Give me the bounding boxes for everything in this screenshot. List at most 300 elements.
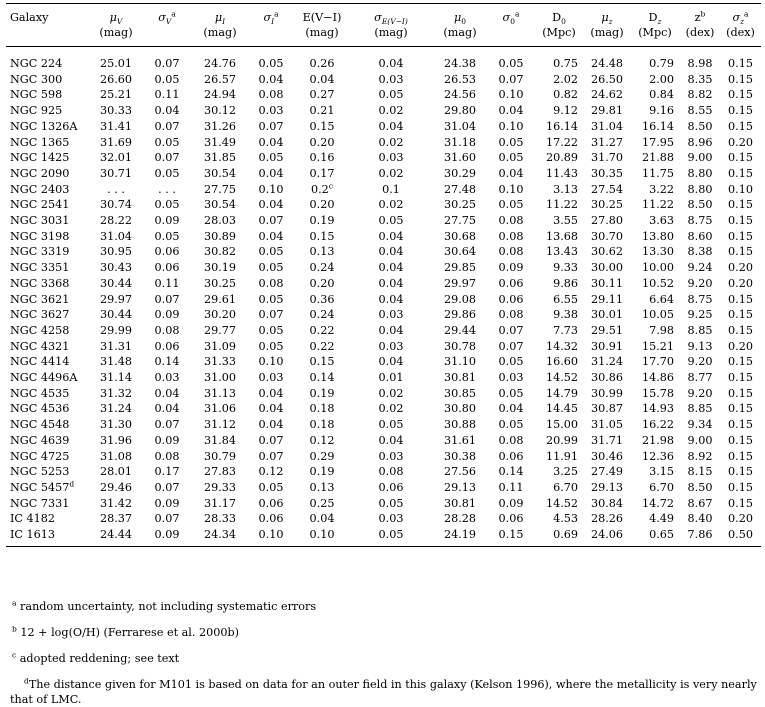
cell-z-value: 9.25 — [687, 308, 713, 322]
cell-galaxy-value: NGC 4639 — [10, 433, 70, 447]
cell-ebv-value: 0.20 — [309, 198, 335, 212]
cell-sigV-value: 0.07 — [154, 292, 180, 306]
cell-sigV — [142, 386, 192, 402]
cell-dz-value: 11.75 — [641, 166, 674, 180]
cell-sigV — [142, 480, 192, 496]
cell-d0 — [534, 56, 584, 72]
cell-d0-value: 9.33 — [553, 261, 578, 275]
cell-sigI — [248, 401, 294, 417]
cell-sigE-value: 0.02 — [378, 166, 404, 180]
cell-muz-value: 30.70 — [590, 229, 624, 243]
cell-muV-value: 31.48 — [99, 355, 133, 369]
cell-sigI — [248, 339, 294, 355]
cell-d0 — [534, 260, 584, 276]
cell-sigE-value: 0.05 — [378, 528, 404, 542]
cell-sig0-value: 0.08 — [498, 433, 524, 447]
cell-dz — [630, 150, 680, 166]
table-row — [6, 150, 761, 166]
cell-muV-value: 30.33 — [99, 104, 133, 118]
cell-mu0-value: 30.85 — [443, 386, 477, 400]
cell-muV — [90, 103, 142, 119]
unit-muz: (mag) — [590, 26, 624, 39]
cell-sigI — [248, 370, 294, 386]
cell-mu0 — [432, 276, 488, 292]
cell-muV-value: 31.42 — [99, 496, 133, 510]
cell-muI — [192, 276, 248, 292]
col-d0 — [534, 4, 584, 25]
cell-mu0-value: 29.97 — [443, 276, 477, 290]
cell-d0-value: 14.52 — [545, 496, 578, 510]
cell-galaxy-value: NGC 300 — [10, 72, 63, 86]
cell-galaxy — [6, 323, 90, 339]
col-dz — [630, 4, 680, 25]
cell-muV — [90, 370, 142, 386]
cell-muz-value: 27.54 — [590, 182, 624, 196]
cell-dz-value: 0.79 — [649, 57, 674, 70]
cell-muz-value: 24.62 — [590, 88, 624, 102]
cell-muV-value: 30.71 — [99, 166, 133, 180]
cell-sigE — [350, 197, 432, 213]
table-row — [6, 386, 761, 402]
cell-sigE — [350, 339, 432, 355]
cell-muI — [192, 166, 248, 182]
cell-galaxy — [6, 119, 90, 135]
cell-d0-value: 0.82 — [553, 88, 578, 102]
cell-dz — [630, 292, 680, 308]
cell-muV-value: 31.08 — [99, 449, 133, 463]
cell-sigI — [248, 197, 294, 213]
cell-sigI-value: 0.08 — [258, 276, 284, 290]
cell-muV — [90, 56, 142, 72]
table-row — [6, 354, 761, 370]
cell-sigI — [248, 150, 294, 166]
cell-muI — [192, 56, 248, 72]
cell-sigV-value: 0.07 — [154, 119, 180, 133]
cell-sig0 — [488, 87, 534, 103]
cell-z-value: 9.20 — [687, 355, 713, 369]
table-row — [6, 401, 761, 417]
cell-muz — [584, 370, 630, 386]
cell-muz-value: 30.00 — [590, 261, 624, 275]
cell-sigz-value: 0.15 — [728, 166, 753, 180]
cell-muV — [90, 72, 142, 88]
cell-dz — [630, 213, 680, 229]
cell-sigE — [350, 464, 432, 480]
cell-muI — [192, 386, 248, 402]
cell-sigV — [142, 244, 192, 260]
cell-sigz — [720, 433, 761, 449]
unit-ebv: (mag) — [305, 26, 339, 39]
cell-d0-value: 20.89 — [545, 151, 578, 165]
cell-mu0 — [432, 496, 488, 512]
cell-galaxy — [6, 197, 90, 213]
cell-sigz — [720, 480, 761, 496]
cell-sigI — [248, 229, 294, 245]
note-b — [12, 626, 239, 640]
cell-sigV-value: 0.05 — [154, 135, 180, 149]
cell-sigV-value: 0.09 — [154, 528, 180, 542]
cell-sigE-value: 0.04 — [378, 433, 404, 447]
cell-dz-value: 3.63 — [649, 214, 674, 228]
cell-sigz-value: 0.15 — [728, 480, 753, 494]
cell-sig0 — [488, 56, 534, 72]
cell-sigE — [350, 103, 432, 119]
cell-d0 — [534, 276, 584, 292]
cell-sigE-value: 0.04 — [378, 119, 404, 133]
cell-muI-value: 28.33 — [203, 512, 237, 526]
cell-z — [680, 449, 720, 465]
cell-muI-value: 27.75 — [203, 182, 237, 196]
cell-sigV — [142, 103, 192, 119]
cell-sigI-value: 0.04 — [258, 386, 284, 400]
cell-d0-value: 3.55 — [553, 214, 578, 228]
unit-sigz: (dex) — [726, 26, 755, 39]
cell-muV — [90, 449, 142, 465]
cell-sigV-value: 0.06 — [154, 339, 180, 353]
cell-sigI-value: 0.05 — [258, 292, 284, 306]
cell-ebv — [294, 339, 350, 355]
cell-mu0 — [432, 150, 488, 166]
cell-sigV — [142, 527, 192, 543]
cell-ebv — [294, 417, 350, 433]
cell-z-value: 8.96 — [687, 135, 713, 149]
cell-sigE-value: 0.03 — [378, 449, 404, 463]
cell-sigE-value: 0.04 — [378, 292, 404, 306]
cell-ebv — [294, 354, 350, 370]
cell-sigI — [248, 244, 294, 260]
cell-sigE-value: 0.04 — [378, 229, 404, 243]
cell-z — [680, 417, 720, 433]
cell-z — [680, 480, 720, 496]
note-d-mark: d — [24, 676, 29, 686]
cell-sig0 — [488, 213, 534, 229]
cell-sigI-value: 0.05 — [258, 151, 284, 165]
cell-dz — [630, 464, 680, 480]
cell-muz — [584, 166, 630, 182]
cell-sigI-value: 0.08 — [258, 88, 284, 102]
cell-d0-value: 3.25 — [553, 465, 578, 479]
distance-table — [6, 3, 761, 547]
unit-dz: (Mpc) — [638, 26, 672, 39]
table-row — [6, 496, 761, 512]
cell-sigz — [720, 135, 761, 151]
cell-sigz — [720, 417, 761, 433]
table-row — [6, 480, 761, 496]
cell-muV — [90, 166, 142, 182]
cell-sigE — [350, 72, 432, 88]
cell-sigz-value: 0.50 — [728, 528, 753, 542]
cell-z-value: 7.86 — [687, 528, 713, 542]
cell-dz — [630, 496, 680, 512]
cell-sigI-value: 0.04 — [258, 402, 284, 416]
cell-sigz-value: 0.20 — [728, 276, 753, 290]
cell-galaxy-value: NGC 4321 — [10, 339, 70, 353]
cell-muz — [584, 386, 630, 402]
cell-sigV — [142, 292, 192, 308]
cell-muz-value: 30.25 — [590, 198, 624, 212]
cell-muV — [90, 323, 142, 339]
cell-sigI — [248, 449, 294, 465]
cell-sigI — [248, 72, 294, 88]
table-row — [6, 464, 761, 480]
cell-muV-value: 25.21 — [99, 88, 133, 102]
cell-sig0 — [488, 307, 534, 323]
cell-mu0 — [432, 103, 488, 119]
cell-z — [680, 496, 720, 512]
cell-z-value: 8.75 — [687, 292, 713, 306]
cell-z — [680, 307, 720, 323]
cell-dz — [630, 449, 680, 465]
cell-sigI — [248, 292, 294, 308]
cell-muz-value: 31.71 — [590, 433, 624, 447]
cell-sigz-value: 0.15 — [728, 449, 753, 463]
table-row — [6, 292, 761, 308]
cell-ebv — [294, 135, 350, 151]
cell-dz — [630, 511, 680, 527]
cell-sigE-value: 0.02 — [378, 104, 404, 118]
cell-sigz-value: 0.15 — [728, 151, 753, 165]
cell-ebv — [294, 449, 350, 465]
cell-galaxy — [6, 56, 90, 72]
cell-sigV-value: 0.05 — [154, 166, 180, 180]
cell-sigI-value: 0.05 — [258, 323, 284, 337]
cell-muz — [584, 135, 630, 151]
cell-sigz-value: 0.15 — [728, 198, 753, 212]
cell-muV-value: 31.96 — [99, 433, 133, 447]
cell-ebv-value: 0.18 — [309, 418, 335, 432]
cell-d0 — [534, 135, 584, 151]
z-symbol: z — [694, 11, 701, 24]
cell-galaxy-value: NGC 2541 — [10, 198, 70, 212]
mu0-symbol: μ — [453, 11, 462, 24]
cell-sigE — [350, 119, 432, 135]
cell-sigV-value: 0.11 — [154, 88, 180, 102]
cell-ebv-value: 0.18 — [309, 402, 335, 416]
cell-sigE — [350, 449, 432, 465]
cell-dz-value: 0.84 — [649, 88, 674, 102]
cell-galaxy-value: NGC 2090 — [10, 166, 70, 180]
cell-muI-value: 30.25 — [203, 276, 237, 290]
cell-ebv — [294, 197, 350, 213]
cell-sigE — [350, 229, 432, 245]
cell-galaxy-value: NGC 3627 — [10, 308, 70, 322]
cell-sigE — [350, 354, 432, 370]
cell-muV — [90, 276, 142, 292]
cell-sig0-value: 0.03 — [498, 371, 524, 385]
cell-muV — [90, 527, 142, 543]
cell-sig0-value: 0.10 — [498, 119, 524, 133]
cell-sig0 — [488, 433, 534, 449]
cell-galaxy — [6, 87, 90, 103]
cell-d0 — [534, 370, 584, 386]
sigi-symbol: σ — [263, 11, 272, 24]
cell-muI — [192, 370, 248, 386]
cell-sigI-value: 0.04 — [258, 72, 284, 86]
cell-d0-value: 20.99 — [545, 433, 578, 447]
cell-dz-value: 12.36 — [641, 449, 674, 463]
cell-muI — [192, 260, 248, 276]
cell-muV-value: 29.46 — [99, 480, 133, 494]
cell-mu0 — [432, 292, 488, 308]
cell-sig0-value: 0.05 — [498, 57, 524, 70]
cell-sigz-value: 0.15 — [728, 371, 753, 385]
cell-muI-value: 31.09 — [203, 339, 237, 353]
cell-sig0-value: 0.10 — [498, 88, 524, 102]
cell-muV-value: . . . — [107, 182, 125, 196]
cell-sigE-value: 0.05 — [378, 496, 404, 510]
cell-muV-value: 31.04 — [99, 229, 133, 243]
cell-muz — [584, 244, 630, 260]
cell-sigz — [720, 119, 761, 135]
cell-galaxy — [6, 401, 90, 417]
cell-sigz-value: 0.20 — [728, 339, 753, 353]
cell-muI-value: 30.19 — [203, 261, 237, 275]
cell-ebv-value: 0.22 — [309, 323, 335, 337]
cell-dz — [630, 72, 680, 88]
cell-sigE-value: 0.02 — [378, 402, 404, 416]
cell-sigE — [350, 527, 432, 543]
sig0-sub: 0 — [510, 17, 515, 27]
cell-muV — [90, 197, 142, 213]
cell-muz-value: 30.99 — [590, 386, 624, 400]
cell-sigE — [350, 307, 432, 323]
cell-sigz-value: 0.15 — [728, 308, 753, 322]
cell-muV — [90, 307, 142, 323]
cell-sigV — [142, 417, 192, 433]
cell-mu0 — [432, 197, 488, 213]
cell-galaxy — [6, 292, 90, 308]
cell-sigV-value: 0.05 — [154, 229, 180, 243]
note-c-mark: c — [12, 650, 17, 660]
cell-dz — [630, 229, 680, 245]
cell-muz — [584, 323, 630, 339]
cell-mu0-value: 31.18 — [443, 135, 477, 149]
unit-sige: (mag) — [374, 26, 408, 39]
cell-muz — [584, 56, 630, 72]
cell-z-value: 8.67 — [687, 496, 713, 510]
cell-z-value: 8.55 — [687, 104, 713, 118]
cell-ebv-value: 0.15 — [309, 229, 335, 243]
cell-muI-value: 24.34 — [203, 528, 237, 542]
cell-galaxy — [6, 354, 90, 370]
cell-mu0-value: 31.04 — [443, 119, 477, 133]
cell-sig0 — [488, 260, 534, 276]
cell-galaxy — [6, 339, 90, 355]
cell-mu0 — [432, 229, 488, 245]
cell-mu0-value: 31.60 — [443, 151, 477, 165]
cell-sig0 — [488, 276, 534, 292]
cell-sigE — [350, 87, 432, 103]
cell-galaxy — [6, 229, 90, 245]
cell-d0-value: 6.70 — [553, 480, 578, 494]
cell-z-value: 8.15 — [687, 465, 713, 479]
cell-ebv — [294, 213, 350, 229]
col-mui — [192, 4, 248, 25]
cell-d0-value: 11.91 — [545, 449, 578, 463]
cell-sigz-value: 0.15 — [728, 88, 753, 102]
cell-ebv — [294, 292, 350, 308]
cell-ebv — [294, 464, 350, 480]
cell-galaxy-value: NGC 5457 — [10, 480, 70, 494]
cell-sigI — [248, 511, 294, 527]
cell-ebv — [294, 527, 350, 543]
cell-ebv — [294, 433, 350, 449]
cell-sig0 — [488, 323, 534, 339]
cell-d0 — [534, 401, 584, 417]
cell-ebv — [294, 496, 350, 512]
cell-dz-value: 11.22 — [641, 198, 674, 212]
cell-mu0 — [432, 527, 488, 543]
cell-ebv — [294, 150, 350, 166]
cell-sigV — [142, 119, 192, 135]
cell-galaxy-value: NGC 925 — [10, 104, 63, 118]
cell-muz-value: 29.11 — [590, 292, 624, 306]
cell-galaxy — [6, 511, 90, 527]
cell-dz-value: 10.05 — [641, 308, 674, 322]
cell-dz — [630, 323, 680, 339]
z-sup: b — [700, 9, 706, 19]
cell-muV — [90, 386, 142, 402]
bottom-rule — [6, 546, 761, 547]
cell-sigE — [350, 496, 432, 512]
cell-ebv — [294, 370, 350, 386]
sigv-symbol: σ — [158, 11, 166, 24]
cell-d0 — [534, 449, 584, 465]
cell-muz-value: 30.86 — [590, 371, 624, 385]
cell-ebv-value: 0.25 — [309, 496, 335, 510]
cell-sigE-value: 0.06 — [378, 480, 404, 494]
cell-galaxy — [6, 276, 90, 292]
cell-sigI-value: 0.03 — [258, 104, 284, 118]
cell-sigV-value: 0.07 — [154, 57, 180, 70]
table-row — [6, 417, 761, 433]
cell-muV-value: 32.01 — [99, 151, 133, 165]
cell-mu0 — [432, 182, 488, 198]
note-a — [12, 600, 316, 614]
cell-galaxy — [6, 307, 90, 323]
cell-mu0 — [432, 260, 488, 276]
cell-dz — [630, 480, 680, 496]
cell-z — [680, 135, 720, 151]
cell-muI-value: 29.77 — [203, 323, 237, 337]
cell-sig0-value: 0.04 — [498, 166, 524, 180]
unit-sigv — [142, 25, 192, 47]
table-row — [6, 511, 761, 527]
unit-sig0 — [488, 25, 534, 47]
cell-mu0-value: 30.25 — [443, 198, 477, 212]
cell-sigE-value: 0.04 — [378, 276, 404, 290]
cell-d0-value: 9.38 — [553, 308, 578, 322]
cell-sigV-value: 0.14 — [154, 355, 180, 369]
col-muz — [584, 4, 630, 25]
cell-sig0-value: 0.09 — [498, 261, 524, 275]
cell-sigV-value: 0.05 — [154, 72, 180, 86]
cell-d0-value: 7.73 — [553, 323, 578, 337]
cell-sig0-value: 0.04 — [498, 402, 524, 416]
cell-muI — [192, 339, 248, 355]
cell-dz — [630, 166, 680, 182]
cell-sigV — [142, 401, 192, 417]
cell-sigE-value: 0.04 — [378, 261, 404, 275]
cell-galaxy — [6, 166, 90, 182]
cell-ebv-value: 0.20 — [309, 276, 335, 290]
cell-d0-value: 9.12 — [553, 104, 578, 118]
cell-sig0-value: 0.09 — [498, 496, 524, 510]
cell-galaxy — [6, 527, 90, 543]
mui-sub: I — [222, 17, 226, 27]
cell-z — [680, 229, 720, 245]
cell-sigI — [248, 496, 294, 512]
